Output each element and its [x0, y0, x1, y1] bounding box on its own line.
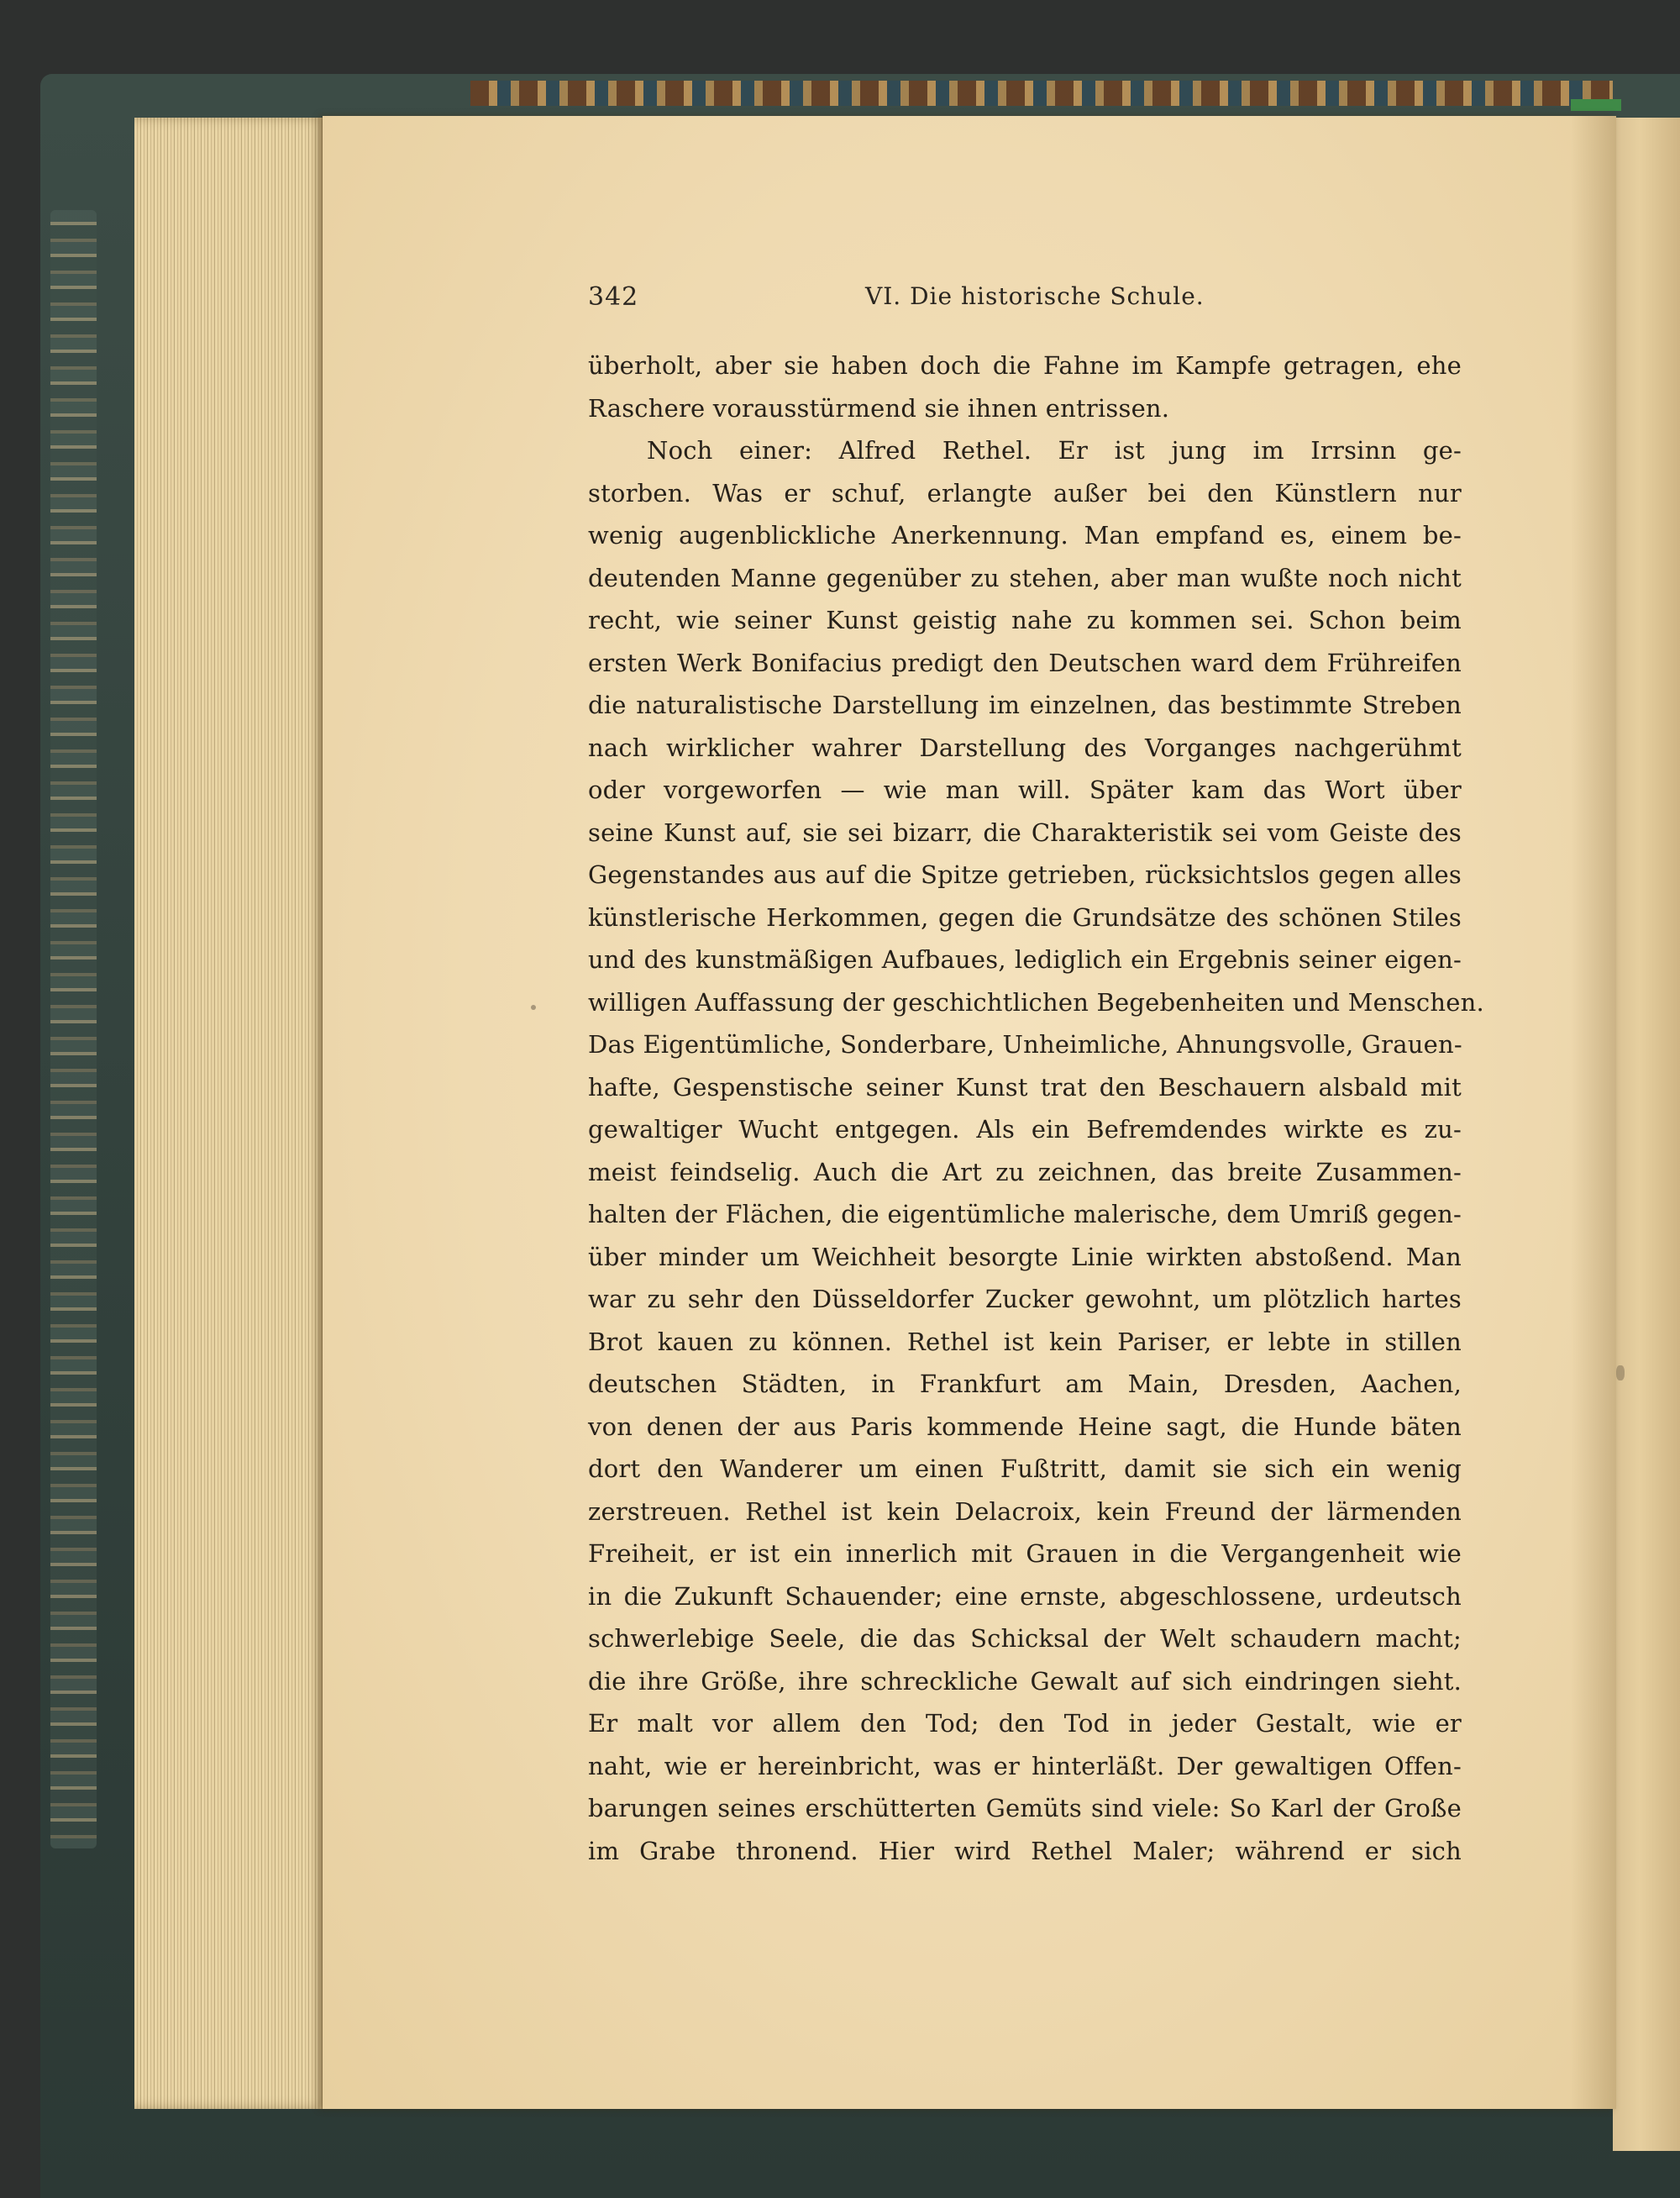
text-line: Brot kauen zu können. Rethel ist kein Pariser, er lebte in stillen [588, 1327, 1462, 1356]
text-line: zerstreuen. Rethel ist kein Delacroix, kein Freund der lärmenden [588, 1496, 1462, 1526]
text-line: und des kunstmäßigen Aufbaues, lediglich ein Ergebnis seiner eigen- [588, 945, 1462, 974]
text-line: deutschen Städten, in Frankfurt am Main, Dresden, Aachen, [588, 1370, 1462, 1398]
text-line: deutenden Manne gegenüber zu stehen, aber man wußte noch nicht [588, 563, 1462, 592]
text-line: die naturalistische Darstellung im einzelnen, das bestimmte Streben [588, 691, 1462, 719]
book-headband [470, 81, 1613, 106]
text-line: Das Eigentümliche, Sonderbare, Unheimliche, Ahnungsvolle, Grauen- [588, 1030, 1462, 1059]
body-text [588, 344, 1484, 1872]
text-line: künstlerische Herkommen, gegen die Grundsätze des schönen Stiles [588, 902, 1462, 932]
text-line: hafte, Gespenstische seiner Kunst trat den Beschauern alsbald mit [588, 1072, 1462, 1102]
text-line: überholt, aber sie haben doch die Fahne im Kampfe getragen, ehe [588, 351, 1462, 380]
text-line: war zu sehr den Düsseldorfer Zucker gewohnt, um plötzlich hartes [588, 1285, 1462, 1313]
text-line: die ihre Größe, ihre schreckliche Gewalt auf sich eindringen sieht. [588, 1666, 1462, 1696]
text-line: Noch einer: Alfred Rethel. Er ist jung im Irrsinn ge- [647, 436, 1462, 465]
text-line: barungen seines erschütterten Gemüts sind viele: So Karl der Große [588, 1794, 1462, 1822]
text-line: Gegenstandes aus auf die Spitze getrieben, rücksichtslos gegen alles [588, 860, 1462, 889]
text-line: ersten Werk Bonifacius predigt den Deutschen ward dem Frühreifen [588, 648, 1462, 677]
paper-speck [531, 1005, 536, 1010]
paper-stain [1616, 1365, 1625, 1380]
text-line: naht, wie er hereinbricht, was er hinterläßt. Der gewaltigen Offen- [588, 1751, 1462, 1780]
page-number: 342 [588, 282, 639, 312]
text-line: willigen Auffassung der geschichtlichen Begebenheiten und Menschen. [588, 987, 1484, 1017]
text-line: dort den Wanderer um einen Fußtritt, damit sie sich ein wenig [588, 1454, 1462, 1483]
text-line: storben. Was er schuf, erlangte außer bei den Künstlern nur [588, 478, 1462, 507]
text-line: oder vorgeworfen — wie man will. Später kam das Wort über [588, 776, 1462, 804]
text-line: in die Zukunft Schauender; eine ernste, abgeschlossene, urdeutsch [588, 1581, 1462, 1611]
text-line: Raschere vorausstürmend sie ihnen entrissen. [588, 393, 1170, 423]
text-line: schwerlebige Seele, die das Schicksal der Welt schaudern macht; [588, 1624, 1462, 1653]
text-line: nach wirklicher wahrer Darstellung des Vorganges nachgerühmt [588, 733, 1462, 762]
chapter-title: VI. Die historische Schule. [865, 282, 1205, 310]
text-line: von denen der aus Paris kommende Heine sagt, die Hunde bäten [588, 1412, 1462, 1441]
text-line: seine Kunst auf, sie sei bizarr, die Charakteristik sei vom Geiste des [588, 818, 1462, 847]
facing-page-edge [1613, 118, 1680, 2151]
text-line: halten der Flächen, die eigentümliche malerische, dem Umriß gegen- [588, 1200, 1462, 1228]
text-line: Freiheit, er ist ein innerlich mit Grauen in die Vergangenheit wie [588, 1539, 1462, 1568]
text-line: wenig augenblickliche Anerkennung. Man empfand es, einem be- [588, 521, 1462, 550]
running-head [588, 282, 1462, 319]
text-line: Er malt vor allem den Tod; den Tod in jeder Gestalt, wie er [588, 1709, 1462, 1738]
bookmark-ribbon [1571, 99, 1621, 111]
text-line: im Grabe thronend. Hier wird Rethel Maler; während er sich [588, 1836, 1462, 1865]
text-line: meist feindselig. Auch die Art zu zeichnen, das breite Zusammen- [588, 1157, 1462, 1186]
gutter-shadow [1571, 116, 1616, 2109]
cover-spine-pattern [50, 210, 97, 1848]
text-line: über minder um Weichheit besorgte Linie wirkten abstoßend. Man [588, 1242, 1462, 1271]
page-stack-edges [134, 118, 328, 2109]
text-line: gewaltiger Wucht entgegen. Als ein Befremdendes wirkte es zu- [588, 1115, 1462, 1144]
text-line: recht, wie seiner Kunst geistig nahe zu kommen sei. Schon beim [588, 606, 1462, 634]
